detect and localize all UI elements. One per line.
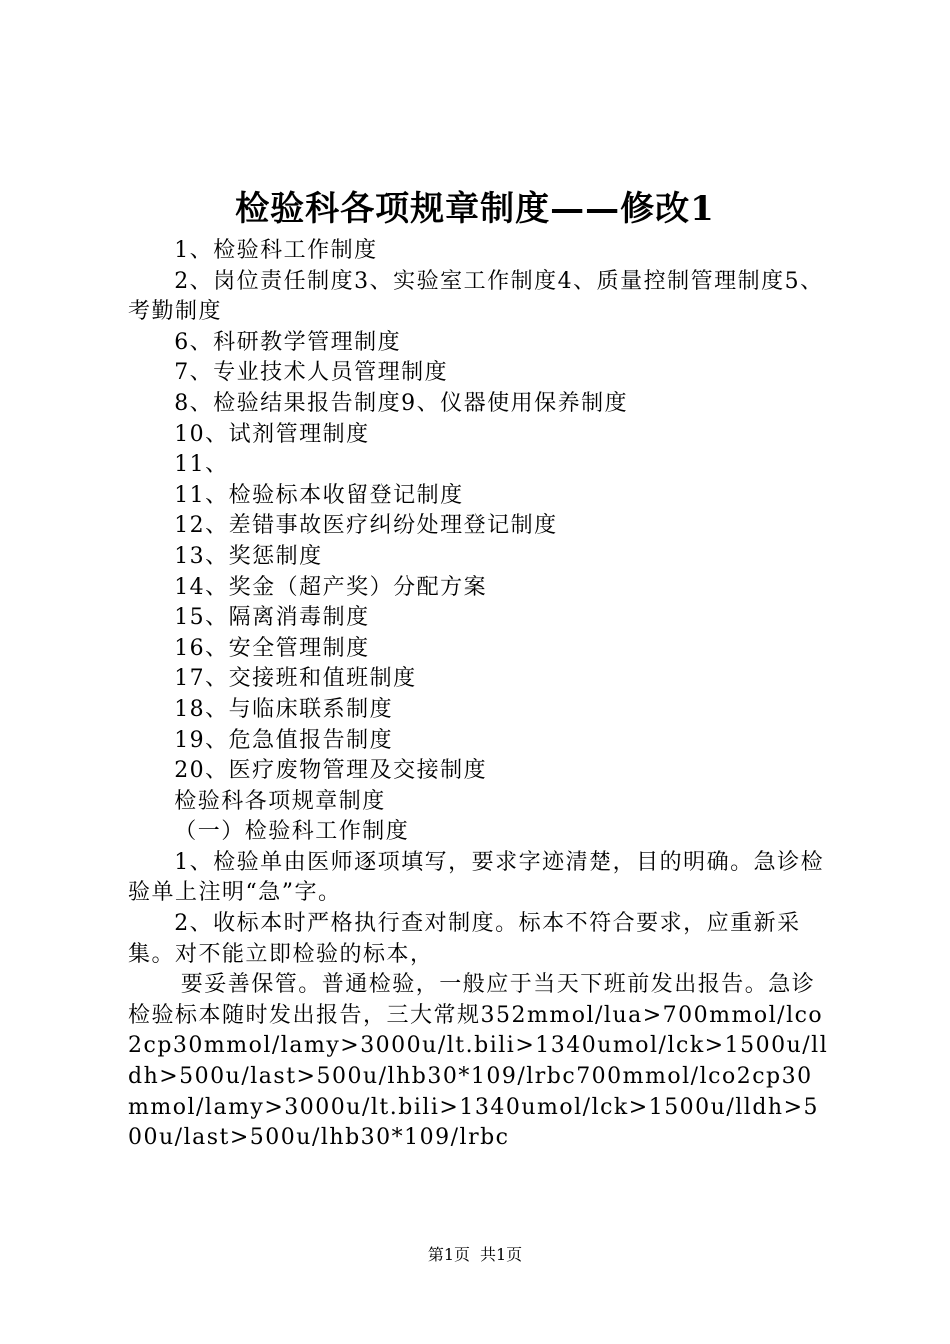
paragraph: 1、检验科工作制度: [174, 238, 378, 263]
paragraph: 1、检验单由医师逐项填写，要求字迹清楚，目的明确。急诊检验单上注明“急”字。: [128, 849, 825, 906]
paragraph: 14、奖金（超产奖）分配方案: [174, 574, 488, 600]
paragraph: 6、科研教学管理制度: [174, 329, 402, 355]
subsection-heading: （一）检验科工作制度: [174, 819, 410, 845]
document-body: [128, 236, 832, 1154]
paragraph: 2、岗位责任制度3、实验室工作制度4、质量控制管理制度5、考勤制度: [128, 268, 824, 325]
paragraph: 11、检验标本收留登记制度: [174, 482, 464, 508]
paragraph: 10、试剂管理制度: [174, 421, 370, 447]
paragraph: 18、与临床联系制度: [174, 696, 394, 722]
paragraph: 7、专业技术人员管理制度: [174, 360, 449, 386]
paragraph: 15、隔离消毒制度: [174, 605, 370, 631]
document-title: 检验科各项规章制度——修改1: [235, 189, 715, 229]
paragraph: 19、危急值报告制度: [174, 727, 394, 753]
paragraph: 2、收标本时严格执行查对制度。标本不符合要求，应重新采集。对不能立即检验的标本，: [128, 911, 801, 967]
paragraph: 12、差错事故医疗纠纷处理登记制度: [174, 513, 558, 539]
paragraph: 要妥善保管。普通检验，一般应于当天下班前发出报告。急诊检验标本随时发出报告，三大常规352mmol/lua>700mmol/lco2cp30mmol/lamy>3000u/lt.bili>1340umol/lck>1500u/lldh>500u/last>500u/lhb30*109/lrbc700mmol/lco2cp30mmol/lamy>3000u/lt.bili>1340umol/lck>1500u/lldh>500u/last>500u/lhb30*109/lrbc: [128, 972, 829, 1151]
paragraph: 8、检验结果报告制度9、仪器使用保养制度: [174, 390, 629, 416]
paragraph: 13、奖惩制度: [174, 543, 323, 569]
paragraph: 16、安全管理制度: [174, 635, 370, 661]
page-total: 共1页: [480, 1245, 523, 1264]
page-footer: [0, 1244, 950, 1266]
paragraph: 20、医疗废物管理及交接制度: [174, 758, 488, 784]
paragraph: 11、: [174, 452, 229, 478]
paragraph: 17、交接班和值班制度: [174, 666, 417, 692]
page-number: 第1页: [427, 1245, 470, 1264]
section-heading: 检验科各项规章制度: [174, 788, 386, 814]
